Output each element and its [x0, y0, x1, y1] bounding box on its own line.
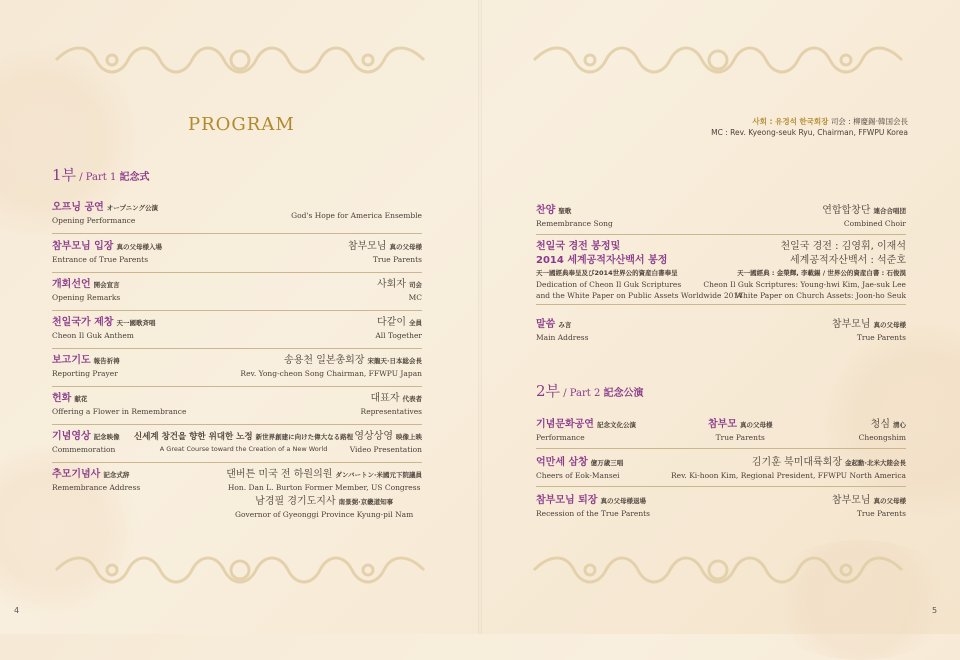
- program-item: [52, 201, 422, 234]
- item-performer: 참부모님: [831, 495, 871, 506]
- item-performer-ja: 映像上映: [396, 433, 422, 441]
- item-performer-en: Cheon Il Guk Scriptures: Young-hwi Kim, Jae-suk Lee: [703, 280, 906, 289]
- item-title: 추모기념사: [52, 469, 101, 480]
- program-item: [52, 278, 422, 311]
- item-performer-en: Video Presentation: [349, 445, 422, 454]
- item-title-ja: 報告祈祷: [93, 357, 120, 365]
- item-performer-2: 남경필 경기도지사: [255, 496, 336, 507]
- program-item: [536, 494, 906, 522]
- item-title: 찬양: [536, 205, 556, 216]
- item-title: 억만세 삼창: [536, 457, 588, 468]
- program-item: [536, 418, 906, 449]
- item-title-ja: 天一國經典奉呈及び2014世界公的資産白書奉呈: [536, 269, 678, 277]
- program-item: [52, 316, 422, 349]
- mc-en: MC : Rev. Kyeong-seuk Ryu, Chairman, FFWPU Korea: [711, 128, 908, 137]
- right-page: [480, 0, 960, 634]
- item-performer-en-2: White Paper on Church Assets: Joon-ho Seuk: [735, 291, 906, 300]
- item-performer-en: Rev. Ki-hoon Kim, Regional President, FFWPU North America: [671, 471, 906, 480]
- item-title-en: Opening Remarks: [52, 293, 121, 302]
- item-performer: 다같이: [377, 317, 406, 328]
- item-performer-ja: 清心: [893, 421, 906, 429]
- program-item: [52, 240, 422, 273]
- part2-sub: / Part 2: [560, 388, 604, 399]
- item-title: 천일국 경전 봉정및: [536, 241, 621, 252]
- item-title: 헌화: [52, 393, 72, 404]
- mc-ja: 司会 : 柳慶錫·韓国会長: [830, 117, 908, 126]
- item-performer-en: True Parents: [372, 255, 422, 264]
- item-performer: 사회자: [377, 279, 406, 290]
- item-performer-en: True Parents: [856, 333, 906, 342]
- item-subtitle-ja: 真の父母様: [739, 421, 773, 429]
- program-item: [52, 392, 422, 425]
- item-performer-ja: 真の父母様: [389, 243, 422, 251]
- item-performer-en: Rev. Yong-cheon Song Chairman, FFWPU Japan: [240, 369, 422, 378]
- program-item: [536, 204, 906, 235]
- item-title-ja: 記念文化公演: [596, 421, 636, 429]
- item-performer-ja: 司会: [409, 281, 422, 289]
- item-title: 오프닝 공연: [52, 202, 104, 213]
- item-performer-ja: 全員: [409, 319, 422, 327]
- item-title-en: Recession of the True Parents: [536, 509, 651, 518]
- item-subtitle-en: True Parents: [715, 433, 765, 442]
- item-title-en: Entrance of True Parents: [52, 255, 149, 264]
- item-performer-2-ja: 南景弼·京畿道知事: [338, 498, 394, 506]
- item-performer: 청심: [870, 419, 890, 430]
- item-title-ja: 開会宣言: [93, 281, 120, 289]
- part2-ko: 2부: [536, 382, 561, 400]
- item-performer-ja: 連合合唱団: [873, 207, 906, 215]
- item-title-ja: 記念映像: [93, 433, 120, 441]
- item-performer: 대표자: [370, 393, 400, 404]
- item-title-ja: 献花: [74, 395, 88, 403]
- item-performer: 참부모님: [347, 241, 387, 252]
- item-performer-en: MC: [408, 293, 422, 302]
- page-number: 4: [14, 606, 20, 615]
- item-title: 기념영상: [52, 431, 91, 442]
- item-title-ja: 聖歌: [558, 207, 572, 215]
- item-performer: 천일국 경전 : 김영휘, 이재석: [780, 241, 906, 252]
- item-performer-ja: 真の父母様: [873, 497, 906, 505]
- program-item: [52, 430, 422, 463]
- item-title-en: Opening Performance: [52, 216, 136, 225]
- item-performer-en: Representatives: [360, 407, 422, 416]
- item-title-en: Commemoration: [52, 445, 116, 454]
- item-title: 참부모님 퇴장: [536, 495, 598, 506]
- item-title-ja: オープニング公演: [106, 204, 159, 212]
- item-performer: 연합합창단: [822, 205, 871, 216]
- item-subtitle-en: A Great Course toward the Creation of a New World: [159, 445, 328, 453]
- item-performer-en: True Parents: [856, 509, 906, 518]
- item-performer: 김기훈 북미대륙회장: [751, 457, 843, 468]
- item-subtitle-ja: 新世界創建に向けた偉大なる路程: [255, 433, 354, 441]
- part1-ko: 1부: [52, 166, 77, 184]
- program-item: [536, 240, 906, 305]
- program-item: [52, 468, 422, 522]
- part2-heading: [536, 380, 644, 401]
- item-performer: 송용천 일본총회장: [284, 355, 365, 366]
- item-performer-en: All Together: [375, 331, 422, 340]
- item-subtitle: 신세계 창건을 향한 위대한 노정: [134, 432, 253, 442]
- item-performer-ja: 代表者: [402, 395, 422, 403]
- item-title-ja: 真の父母様入場: [116, 243, 162, 251]
- left-page: [0, 0, 480, 634]
- item-performer-en: Combined Choir: [843, 219, 906, 228]
- item-title: 천일국가 제창: [52, 317, 114, 328]
- item-title-en: Cheon Il Guk Anthem: [52, 331, 134, 340]
- part1-heading: [52, 164, 150, 185]
- item-title-ja: み言: [558, 321, 572, 329]
- part2-ja: 記念公演: [603, 388, 644, 399]
- item-subtitle: 참부모: [708, 419, 737, 430]
- item-title-en: Reporting Prayer: [52, 369, 118, 378]
- item-performer: 댄버튼 미국 전 하원의원: [226, 469, 333, 480]
- item-title: 말씀: [536, 319, 556, 330]
- item-title-en: Main Address: [536, 333, 589, 342]
- item-title: 개회선언: [52, 279, 91, 290]
- item-performer-2-en: Governor of Gyeonggi Province Kyung-pil Nam: [234, 510, 414, 519]
- item-title-ja: 真の父母様退場: [600, 497, 646, 505]
- item-title-en: Remembrance Song: [536, 219, 613, 228]
- mc-credit: [711, 116, 908, 138]
- item-performer-2: 세계공적자산백서 : 석준호: [790, 255, 906, 266]
- item-title: 기념문화공연: [536, 419, 594, 430]
- item-performer-ja: 真の父母様: [873, 321, 906, 329]
- page-number: 5: [932, 606, 938, 615]
- item-performer-ja: 天一國經典 : 金榮輝, 李載錫 / 世界公的資産白書 : 石俊淏: [737, 269, 906, 277]
- item-performer-en: Hon. Dan L. Burton Former Member, US Congress: [227, 483, 421, 492]
- part1-ja: 記念式: [119, 172, 150, 183]
- item-title-ja: 天一國歌斉唱: [116, 319, 156, 327]
- item-performer-ja: ダンバートン·米國元下院議員: [335, 471, 422, 479]
- item-title-ja: 記念式辞: [103, 471, 130, 479]
- part1-sub: / Part 1: [76, 172, 120, 183]
- item-title-en-2: and the White Paper on Public Assets Worldwide 2014: [536, 291, 743, 300]
- item-title: 보고기도: [52, 355, 91, 366]
- item-title: 참부모님 입장: [52, 241, 114, 252]
- item-title-en: Performance: [536, 433, 585, 442]
- item-title-en: Dedication of Cheon Il Guk Scriptures: [536, 280, 682, 289]
- program-item: [52, 354, 422, 387]
- item-performer-ja: 金起勳·北米大陸会長: [845, 459, 906, 467]
- page-title: PROGRAM: [188, 114, 295, 135]
- item-title-ja: 億万歳三唱: [590, 459, 624, 467]
- item-title-2: 2014 세계공적자산백서 봉정: [536, 255, 668, 266]
- item-performer: 영상상영: [354, 431, 393, 442]
- item-performer-en: Cheongshim: [858, 433, 906, 442]
- item-performer-ja: 宋龍天·日本総会長: [367, 357, 422, 365]
- item-title-en: Cheers of Eok-Mansei: [536, 471, 620, 480]
- item-performer-en: God's Hope for America Ensemble: [291, 211, 422, 220]
- mc-ko: 사회 : 유경석 한국회장: [752, 117, 829, 126]
- program-item: [536, 318, 906, 346]
- item-title-en: Offering a Flower in Remembrance: [52, 407, 187, 416]
- program-item: [536, 456, 906, 487]
- item-title-en: Remembrance Address: [52, 483, 141, 492]
- item-performer: 참부모님: [831, 319, 871, 330]
